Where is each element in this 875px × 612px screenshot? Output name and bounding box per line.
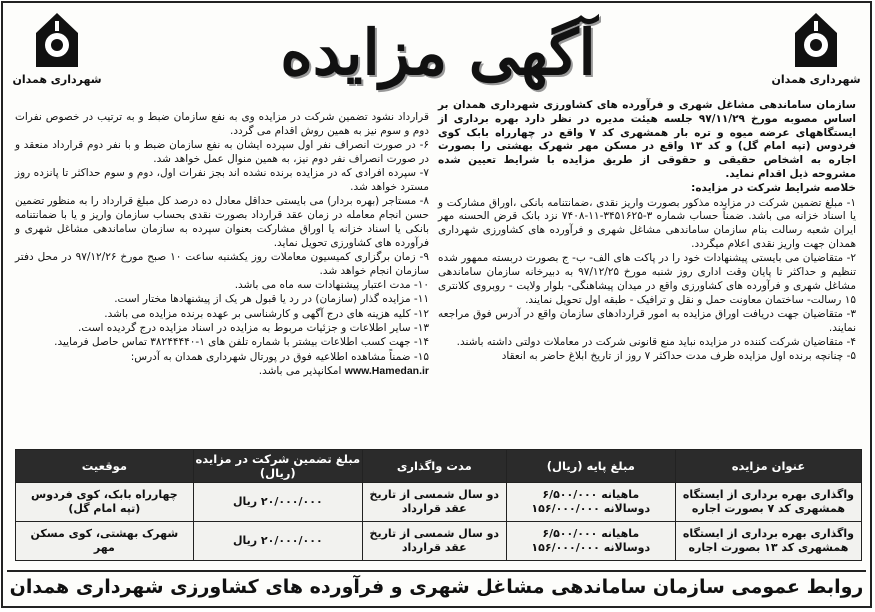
left-column	[15, 111, 429, 379]
condition-item: ۴- متقاضیان شرکت کننده در مزایده نباید منع قانونی شرکت در معاملات دولتی داشته باشند.	[456, 336, 856, 349]
condition-item: ۷- سپرده افرادی که در مزایده برنده نشده اند بجز نفرات اول، دوم و سوم حداکثر تا پانزده روز مسترد خواهد شد.	[15, 167, 429, 193]
portal-link[interactable]: www.Hamedan.ir	[344, 364, 429, 377]
cell-title: واگذاری بهره برداری از ایستگاه همشهری کد ۷ بصورت اجاره	[675, 483, 861, 522]
logo-caption: شهرداری همدان	[771, 73, 861, 86]
condition-item: ۸- مستاجر (بهره بردار) می بایستی حداقل معادل ده درصد کل مبلغ قرارداد را به منظور تضمین حسن انجام معامله در زمان عقد قرارداد بصورت نقدی بحساب سازمان واریز و یا با ضمانتنامه بانکی یا اسناد خزانه یا اوراق مشارکت بعنوان سپرده به سازمان ساماندهی مشاغل شهری و فرآورده های کشاورزی تحویل نماید.	[15, 195, 429, 249]
footer-publisher: روابط عمومی سازمان ساماندهی مشاغل شهری و فرآورده های کشاورزی شهرداری همدان	[7, 570, 866, 602]
condition-item: ۱۵- ضمناً مشاهده اطلاعیه فوق در پورتال شهرداری همدان به آدرس:	[130, 350, 429, 363]
cell-location: چهارراه بابک، کوی فردوس (تپه امام گل)	[16, 483, 194, 522]
cell-deposit: ۲۰/۰۰۰/۰۰۰ ریال	[193, 522, 362, 561]
col-header-title: عنوان مزایده	[675, 450, 861, 483]
right-column	[438, 99, 856, 365]
col-header-deposit: مبلغ تضمین شرکت در مزایده (ریال)	[193, 450, 362, 483]
condition-item: ۹- زمان برگزاری کمیسیون معاملات روز یکشنبه ساعت ۱۰ صبح مورخ ۹۷/۱۲/۲۶ در محل دفتر سازمان انجام خواهد شد.	[15, 250, 429, 277]
notice-title: آگهی مزایده	[280, 16, 596, 89]
condition-item: ۱۰- مدت اعتبار پیشنهادات سه ماه می باشد.	[234, 279, 429, 292]
condition-item: ۵- چنانچه برنده اول مزایده ظرف مدت حداکثر ۷ روز از تاریخ ابلاغ حاضر به انعقاد	[501, 350, 856, 363]
cell-base-price	[506, 522, 675, 561]
condition-item: ۱۱- مزایده گذار (سازمان) در رد یا قبول هر یک از پیشنهادها مختار است.	[114, 293, 429, 306]
table-header-row	[16, 450, 862, 483]
cell-location: شهرک بهشتی، کوی مسکن مهر	[16, 522, 194, 561]
biennial-price: دوسالانه ۱۵۶/۰۰۰/۰۰۰	[531, 502, 651, 515]
col-header-location: موقعیت	[16, 450, 194, 483]
auction-notice	[1, 1, 872, 608]
condition-item: ۳- متقاضیان جهت دریافت اوراق مزایده به امور قراردادهای سازمان واقع در آدرس فوق مراجعه نمایند.	[438, 307, 856, 334]
condition-item: ۱۲- کلیه هزینه های درج آگهی و کارشناسی بر عهده برنده مزایده می باشد.	[104, 307, 429, 320]
monthly-price: ماهیانه ۶/۵۰۰/۰۰۰	[542, 488, 640, 501]
col-header-duration: مدت واگذاری	[362, 450, 506, 483]
portal-line	[15, 365, 429, 379]
auction-table	[15, 449, 862, 561]
condition-item: قرارداد نشود تضمین شرکت در مزایده وی به نفع سازمان ضبط و به ترتیب در خصوص نفرات دوم و سوم نیز به همین روش اقدام می گردد.	[15, 111, 429, 137]
conditions-heading: خلاصه شرایط شرکت در مزایده:	[691, 182, 856, 195]
logo-left	[11, 11, 103, 86]
biennial-price: دوسالانه ۱۵۶/۰۰۰/۰۰۰	[531, 541, 651, 554]
hamedan-emblem-icon	[793, 11, 839, 71]
condition-item: ۱۳- سایر اطلاعات و جزئیات مربوط به مزایده در اسناد مزایده درج گردیده است.	[78, 321, 429, 334]
condition-item: ۱۴- جهت کسب اطلاعات بیشتر با شماره تلفن های ۱-۳۸۲۴۴۴۴۰ تماس حاصل فرمایید.	[54, 336, 429, 349]
col-header-base-price: مبلغ پایه (ریال)	[506, 450, 675, 483]
cell-duration: دو سال شمسی از تاریخ عقد قرارداد	[362, 522, 506, 561]
condition-item: ۶- در صورت انصراف نفر اول سپرده ایشان به نفع سازمان ضبط و با نفر دوم قرارداد منعقد و در صورت انصراف نفر دوم نیز، به همین منوال عمل خواهد شد.	[15, 139, 429, 165]
logo-caption: شهرداری همدان	[12, 73, 102, 86]
intro-paragraph: سازمان ساماندهی مشاغل شهری و فرآورده های کشاورزی شهرداری همدان بر اساس مصوبه مورخ ۹۷/۱۱/۲۹ جلسه هیئت مدیره در نظر دارد بهره برداری از ایستگاههای عرضه میوه و تره بار همشهری کد ۷ واقع در چهارراه بابک کوی فردوس (تپه امام گل) و کد ۱۳ واقع در مسکن مهر شهرک بهشتی را بصورت اجاره به اشخاص حقیقی و حقوقی از طریق مزایده با شرایط تعیین شده مشروحه ذیل اقدام نماید.	[438, 99, 857, 180]
portal-suffix: امکانپذیر می باشد.	[258, 364, 342, 377]
cell-duration: دو سال شمسی از تاریخ عقد قرارداد	[362, 483, 506, 522]
condition-item: ۲- متقاضیان می بایستی پیشنهادات خود را در پاکت های الف- ب- ج بصورت دربسته ممهور شده تنظیم و حداکثر تا پایان وقت اداری روز شنبه مورخ ۹۷/۱۲/۲۵ به دبیرخانه سازمان ساماندهی مشاغل شهری و فرآورده های کشاورزی واقع در میدان پیشاهنگی- بلوار ولایت - روبروی کلانتری ۱۵ رسالت- ساختمان معاونت حمل و نقل و ترافیک - طبقه اول تحویل نمایند.	[438, 252, 856, 306]
monthly-price: ماهیانه ۶/۵۰۰/۰۰۰	[542, 527, 640, 540]
cell-deposit: ۲۰/۰۰۰/۰۰۰ ریال	[193, 483, 362, 522]
hamedan-emblem-icon	[34, 11, 80, 71]
condition-item: ۱- مبلغ تضمین شرکت در مزایده مذکور بصورت واریز نقدی ،ضمانتنامه بانکی ،اوراق مشارکت و یا اسناد خزانه می باشد. ضمناً حساب شماره ۳-۳۴۵۱۶۲۵-۱۱-۷۴۰۸ نزد بانک قرض الحسنه مهر ایران شعبه رسالت بنام سازمان ساماندهی مشاغل شهری و فرآورده های کشاورزی شهرداری همدان جهت واریز نقدی اعلام میگردد.	[438, 196, 856, 250]
cell-title: واگذاری بهره برداری از ایستگاه همشهری کد ۱۳ بصورت اجاره	[675, 522, 861, 561]
logo-right	[770, 11, 862, 86]
table-row	[16, 522, 862, 561]
cell-base-price	[506, 483, 675, 522]
table-row	[16, 483, 862, 522]
